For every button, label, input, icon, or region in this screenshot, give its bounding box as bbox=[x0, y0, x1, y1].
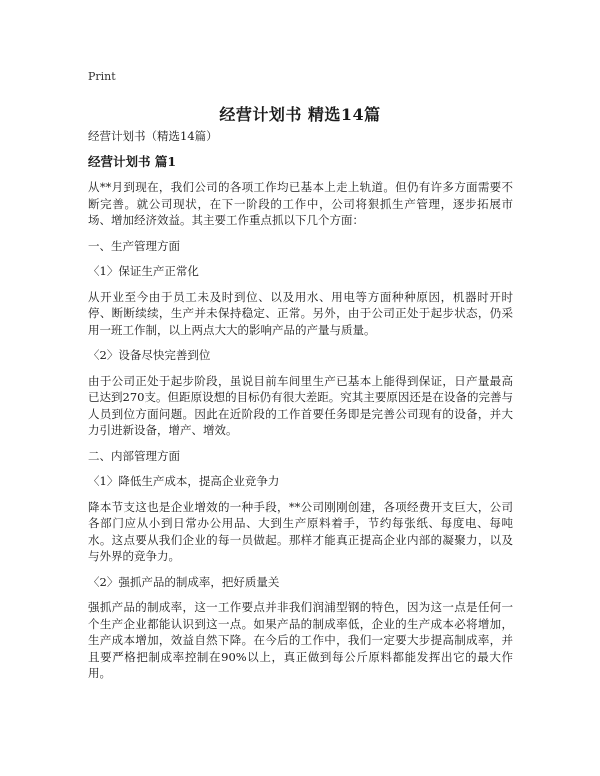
part2-item2-paragraph: 强抓产品的制成率，这一工作要点并非我们润浦型钢的特色，因为这一点是任何一个生产企业都能认识到这一点。如果产品的制成率低，企业的生产成本必将增加，生产成本增加，效益自然下降。在今后的工作中，我们一定要大步提高制成率，并且要严格把制成率控制在90%以上，真正做到每公斤原料都能发挥出它的最大作用。 bbox=[88, 600, 513, 680]
part1-item1-heading: 〈1〉保证生产正常化 bbox=[88, 264, 199, 278]
part1-item2-heading: 〈2〉设备尽快完善到位 bbox=[88, 348, 211, 362]
part1-item2-paragraph: 由于公司正处于起步阶段，虽说目前车间里生产已基本上能得到保证，日产量最高已达到270支。但距原设想的目标仍有很大差距。究其主要原因还是在设备的完善与人员到位方面问题。因此在近阶段的工作首要任务即是完善公司现有的设备，并大力引进新设备，增产、增效。 bbox=[88, 373, 513, 437]
part2-item2-heading: 〈2〉强抓产品的制成率，把好质量关 bbox=[88, 574, 280, 589]
part1-heading: 一、生产管理方面 bbox=[88, 238, 180, 253]
document-subtitle: 经营计划书（精选14篇） bbox=[88, 129, 218, 143]
document-body bbox=[88, 128, 513, 691]
part2-item1-paragraph: 降本节支这也是企业增效的一种手段，**公司刚刚创建，各项经费开支巨大，公司各部门应从小到日常办公用品、大到生产原料着手，节约每张纸、每度电、每吨水。这点要从我们企业的每一员做起。那样才能真正提高企业内部的凝聚力，以及与外界的竞争力。 bbox=[88, 499, 513, 563]
part1-item1-paragraph: 从开业至今由于员工未及时到位、以及用水、用电等方面种种原因，机器时开时停、断断续续，生产并未保持稳定、正常。另外，由于公司正处于起步状态，仍采用一班工作制，以上两点大大的影响产品的产量与质量。 bbox=[88, 289, 513, 337]
section-heading: 经营计划书 篇1 bbox=[88, 153, 177, 169]
intro-paragraph: 从**月到现在，我们公司的各项工作均已基本上走上轨道。但仍有许多方面需要不断完善。就公司现状，在下一阶段的工作中，公司将狠抓生产管理，逐步拓展市场、增加经济效益。其主要工作重点抓以下几个方面： bbox=[88, 180, 513, 227]
document-title: 经营计划书 精选14篇 bbox=[219, 105, 381, 124]
print-label: Print bbox=[88, 70, 116, 83]
part2-heading: 二、内部管理方面 bbox=[88, 448, 180, 463]
part2-item1-heading: 〈1〉降低生产成本，提高企业竞争力 bbox=[88, 474, 280, 488]
